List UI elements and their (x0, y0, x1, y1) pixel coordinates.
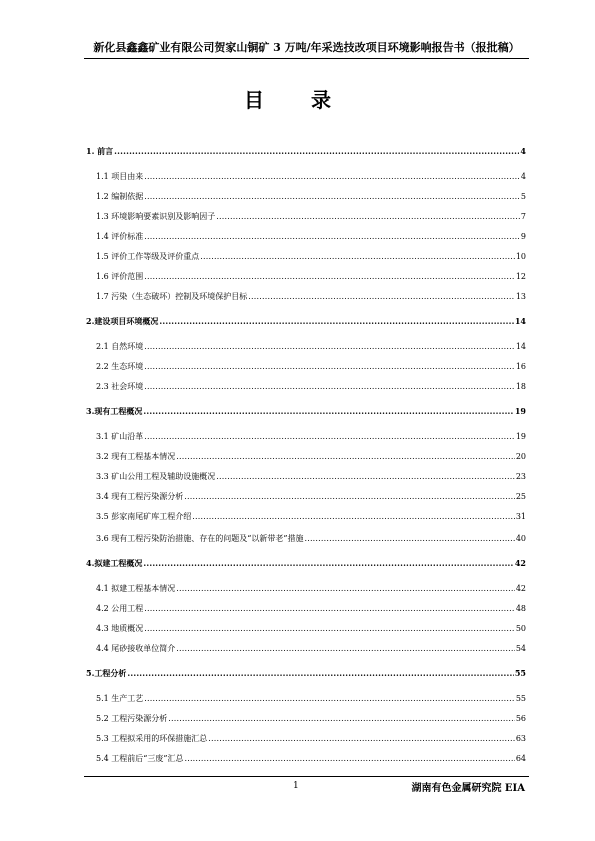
toc-entry-page: 55 (514, 668, 526, 678)
toc-leader-dots (144, 171, 520, 182)
toc-entry-page: 50 (515, 624, 526, 633)
toc-leader-dots (216, 471, 515, 482)
toc-entry-page: 42 (514, 558, 526, 568)
toc-entry-label: 3.6 现有工程污染防治措施、存在的问题及“以新带老”措施 (96, 534, 304, 543)
toc-entry-label: 5.4 工程前后“三废”汇总 (96, 754, 184, 763)
running-header: 新化县鑫鑫矿业有限公司贺家山铜矿 3 万吨/年采选技改项目环境影响报告书（报批稿） (93, 41, 520, 54)
toc-entry[interactable] (86, 271, 526, 282)
toc-heading: 目 录 (244, 88, 351, 112)
toc-entry-label: 1.7 污染（生态破坏）控制及环境保护目标 (96, 292, 248, 301)
toc-entry-label: 3.1 矿山沿革 (96, 432, 144, 441)
toc-leader-dots (114, 146, 519, 157)
toc-entry-page: 55 (515, 694, 526, 703)
toc-entry-page: 25 (515, 492, 526, 501)
toc-entry-page: 42 (515, 584, 526, 593)
toc-entry-label: 3.4 现有工程污染源分析 (96, 492, 184, 501)
toc-entry-page: 63 (515, 734, 526, 743)
toc-entry-label: 5.3 工程拟采用的环保措施汇总 (96, 734, 208, 743)
toc-entry-label: 4.2 公用工程 (96, 604, 144, 613)
toc-entry[interactable] (86, 733, 526, 744)
header-divider (84, 58, 529, 59)
toc-entry-page: 56 (515, 714, 526, 723)
toc-entry-page: 7 (520, 212, 526, 221)
toc-entry-label: 2.3 社会环境 (96, 382, 144, 391)
toc-entry[interactable] (86, 341, 526, 352)
toc-leader-dots (200, 251, 515, 262)
toc-entry-label: 2.建设项目环境概况 (86, 316, 159, 326)
toc-leader-dots (176, 643, 515, 654)
toc-entry-label: 4.4 尾砂接收单位简介 (96, 644, 176, 653)
toc-entry-page: 14 (514, 316, 526, 326)
toc-leader-dots (184, 753, 514, 764)
toc-entry-label: 1.5 评价工作等级及评价重点 (96, 252, 200, 261)
toc-leader-dots (144, 271, 515, 282)
toc-entry[interactable] (86, 191, 526, 202)
toc-entry-label: 5.2 工程污染源分析 (96, 714, 168, 723)
toc-entry[interactable] (86, 381, 526, 392)
toc-leader-dots (159, 316, 514, 327)
toc-entry[interactable] (86, 623, 526, 634)
toc-entry[interactable] (86, 511, 526, 522)
toc-entry[interactable] (86, 643, 526, 654)
toc-entry-page: 23 (515, 472, 526, 481)
footer-organization: 湖南有色金属研究院 EIA (411, 783, 525, 794)
toc-leader-dots (127, 668, 514, 679)
toc-entry-label: 3.现有工程概况 (86, 406, 143, 416)
toc-entry[interactable] (86, 713, 526, 724)
toc-leader-dots (176, 451, 515, 462)
toc-entry[interactable] (86, 491, 526, 502)
toc-entry-page: 4 (520, 146, 526, 156)
toc-entry-page: 19 (515, 432, 526, 441)
page-number: 1 (293, 781, 299, 791)
toc-entry-page: 16 (515, 362, 526, 371)
toc-leader-dots (144, 381, 515, 392)
toc-entry[interactable] (86, 291, 526, 302)
toc-leader-dots (216, 211, 520, 222)
toc-entry-label: 4.拟建工程概况 (86, 558, 143, 568)
toc-entry[interactable] (86, 603, 526, 614)
toc-entry-label: 3.5 彭家南尾矿库工程介绍 (96, 512, 192, 521)
toc-entry-label: 3.3 矿山公用工程及辅助设施概况 (96, 472, 216, 481)
toc-entry-page: 20 (515, 452, 526, 461)
toc-entry-label: 1.3 环境影响要素识别及影响因子 (96, 212, 216, 221)
toc-entry[interactable] (86, 583, 526, 594)
toc-entry-page: 5 (520, 192, 526, 201)
toc-leader-dots (144, 693, 515, 704)
toc-entry-label: 1.2 编制依据 (96, 192, 144, 201)
toc-entry-label: 5.工程分析 (86, 668, 127, 678)
toc-entry[interactable] (86, 406, 526, 417)
toc-entry[interactable] (86, 451, 526, 462)
toc-entry-page: 10 (515, 252, 526, 261)
toc-leader-dots (143, 406, 514, 417)
toc-entry[interactable] (86, 471, 526, 482)
toc-entry-label: 4.3 地质概况 (96, 624, 144, 633)
toc-entry-page: 48 (515, 604, 526, 613)
toc-entry[interactable] (86, 171, 526, 182)
toc-entry-page: 13 (515, 292, 526, 301)
toc-entry-page: 64 (515, 754, 526, 763)
toc-entry[interactable] (86, 558, 526, 569)
toc-entry[interactable] (86, 753, 526, 764)
toc-entry-page: 54 (515, 644, 526, 653)
toc-entry-page: 4 (520, 172, 526, 181)
toc-entry-label: 1.1 项目由来 (96, 172, 144, 181)
toc-leader-dots (144, 603, 515, 614)
toc-leader-dots (168, 713, 515, 724)
toc-entry-page: 19 (514, 406, 526, 416)
toc-leader-dots (176, 583, 515, 594)
toc-leader-dots (144, 191, 520, 202)
toc-entry-label: 2.2 生态环境 (96, 362, 144, 371)
toc-leader-dots (144, 341, 515, 352)
toc-entry-label: 3.2 现有工程基本情况 (96, 452, 176, 461)
toc-leader-dots (304, 533, 514, 544)
toc-entry-page: 31 (515, 512, 526, 521)
toc-entry-page: 9 (520, 232, 526, 241)
toc-entry-page: 12 (515, 272, 526, 281)
toc-entry-label: 4.1 拟建工程基本情况 (96, 584, 176, 593)
toc-entry-page: 14 (515, 342, 526, 351)
toc-entry[interactable] (86, 533, 526, 544)
toc-entry-label: 1. 前言 (86, 146, 114, 156)
toc-leader-dots (144, 623, 515, 634)
toc-entry[interactable] (86, 316, 526, 327)
toc-entry[interactable] (86, 668, 526, 679)
toc-entry[interactable] (86, 693, 526, 704)
toc-leader-dots (208, 733, 515, 744)
toc-entry-label: 1.4 评价标准 (96, 232, 144, 241)
toc-entry[interactable] (86, 361, 526, 372)
toc-entry-label: 2.1 自然环境 (96, 342, 144, 351)
toc-leader-dots (144, 231, 520, 242)
toc-entry[interactable] (86, 146, 526, 157)
toc-entry-page: 18 (515, 382, 526, 391)
toc-entry-label: 5.1 生产工艺 (96, 694, 144, 703)
toc-entry[interactable] (86, 251, 526, 262)
toc-entry[interactable] (86, 431, 526, 442)
toc-leader-dots (192, 511, 515, 522)
toc-leader-dots (144, 361, 515, 372)
toc-leader-dots (248, 291, 515, 302)
toc-leader-dots (184, 491, 515, 502)
toc-entry[interactable] (86, 211, 526, 222)
toc-leader-dots (144, 431, 515, 442)
toc-entry-page: 40 (515, 534, 526, 543)
toc-leader-dots (143, 558, 514, 569)
toc-entry[interactable] (86, 231, 526, 242)
toc-entry-label: 1.6 评价范围 (96, 272, 144, 281)
footer-divider (84, 776, 529, 777)
